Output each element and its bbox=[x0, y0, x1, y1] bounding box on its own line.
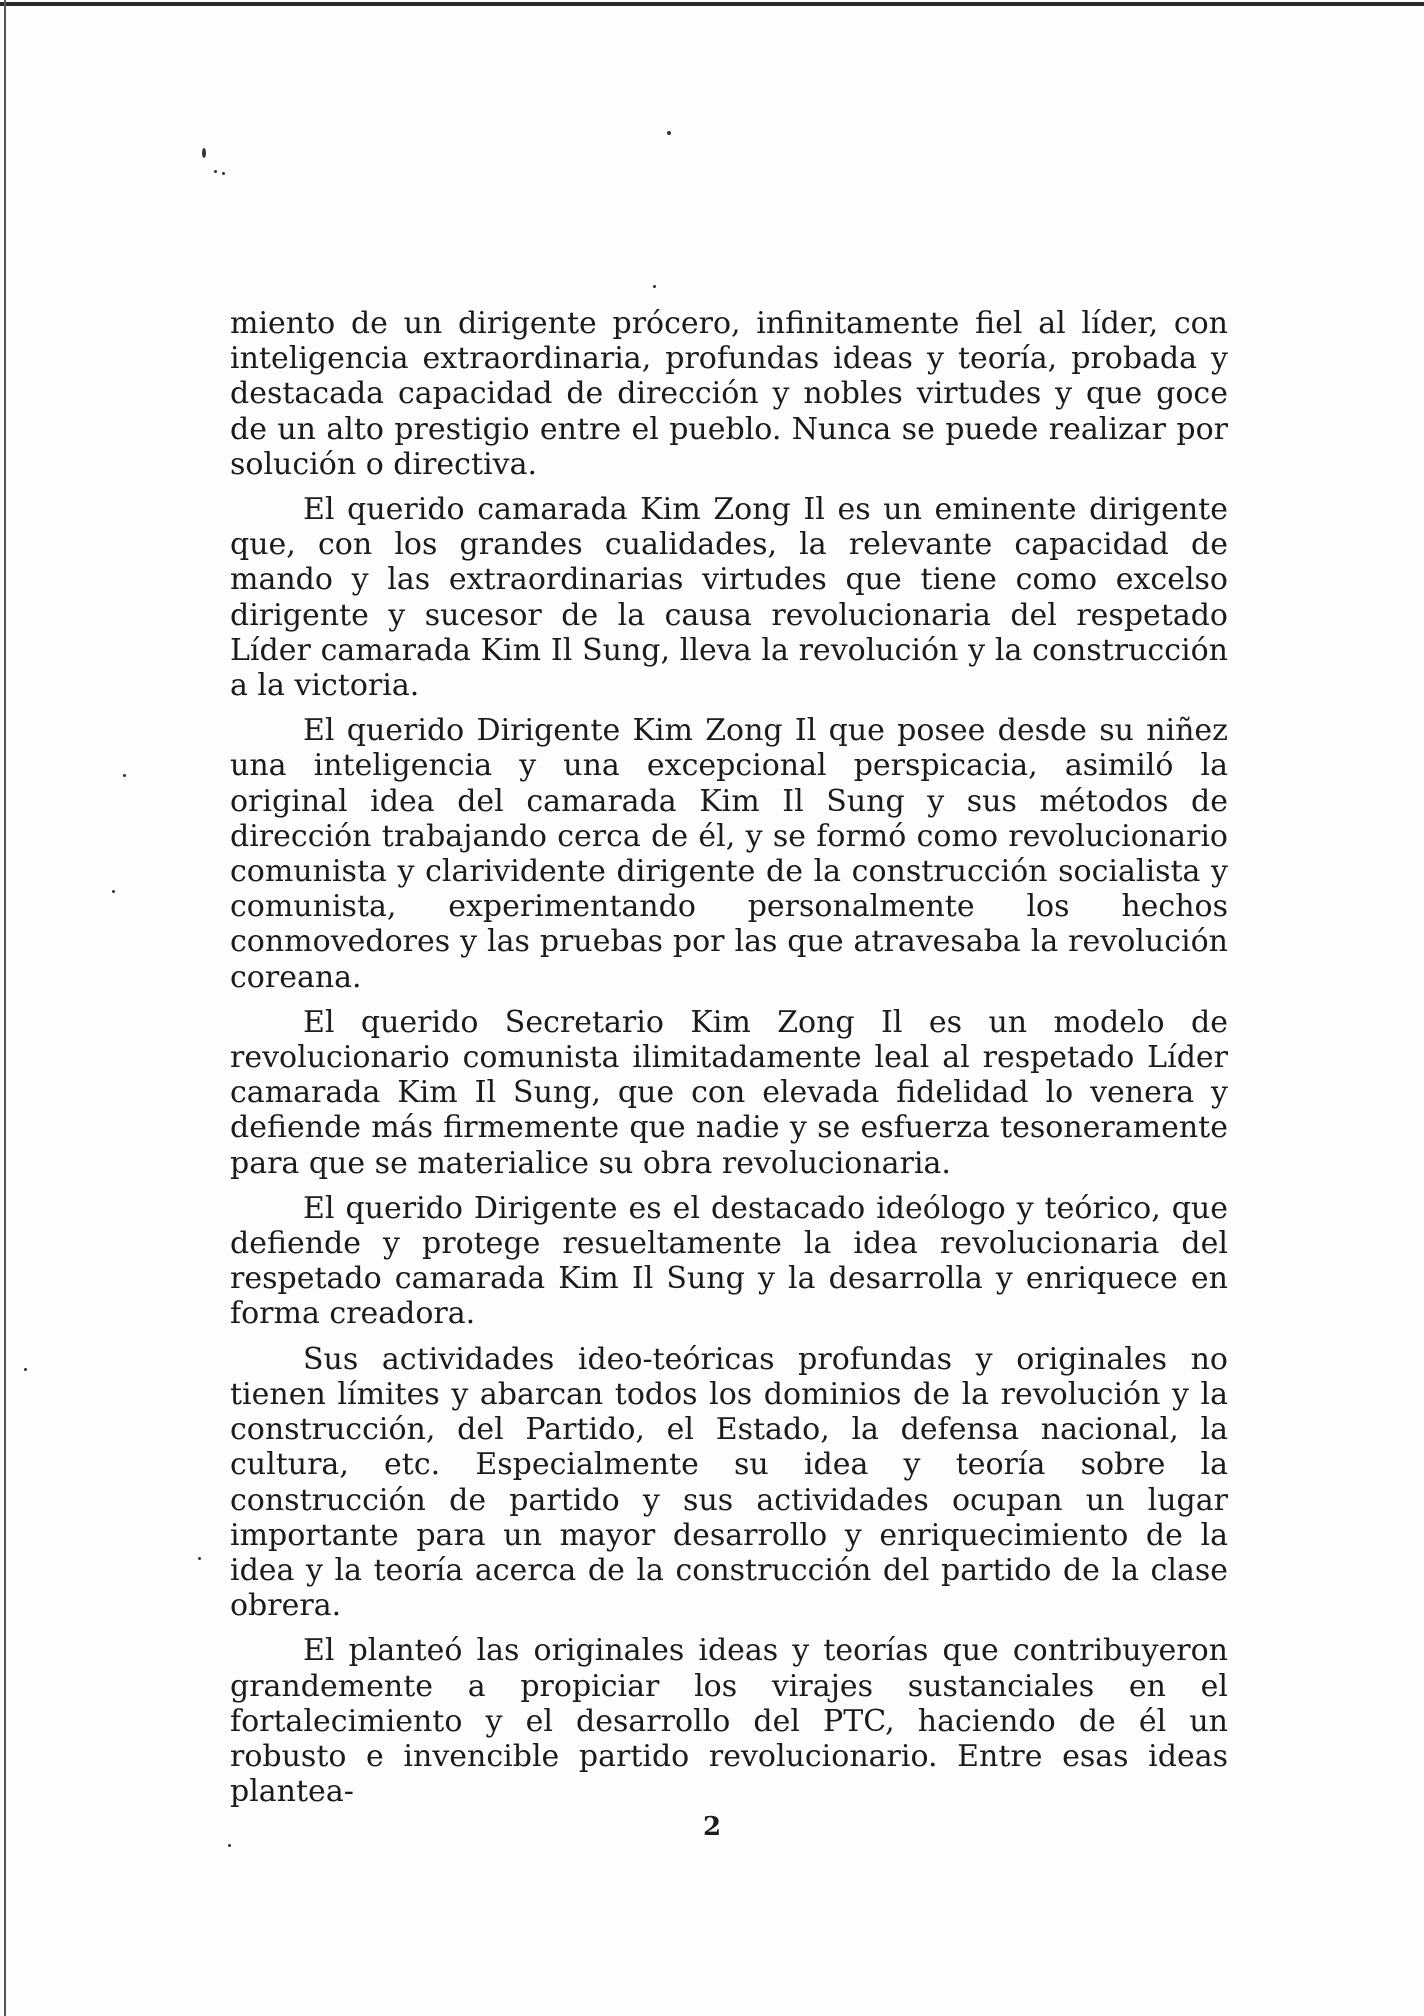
scan-left-edge bbox=[4, 0, 6, 2016]
paragraph: El querido Dirigente Kim Zong Il que posee desde su niñez una inteligencia y una excepcional perspicacia, asimiló la original idea del camarada Kim Il Sung y sus métodos de dirección trabajando cerca de él, y se formó como revolucionario comunista y clarividente dirigente de la construcción socialista y comunista, experimentando personalmente los hechos conmovedores y las pruebas por las que atravesaba la revolución coreana. bbox=[230, 713, 1228, 995]
scan-speck bbox=[198, 1557, 201, 1560]
scan-speck bbox=[202, 148, 206, 158]
page-number: 2 bbox=[702, 1812, 722, 1842]
scan-speck bbox=[123, 774, 126, 777]
body-text bbox=[230, 306, 1228, 1819]
paragraph: miento de un dirigente prócero, infinitamente fiel al líder, con inteligencia extraordinaria, profundas ideas y teoría, probada y destacada capacidad de dirección y nobles virtudes y que goce de un alto prestigio entre el pueblo. Nunca se puede realizar por solución o directiva. bbox=[230, 306, 1228, 482]
scan-speck bbox=[24, 1368, 27, 1371]
scan-speck bbox=[228, 1844, 231, 1847]
paragraph: El planteó las originales ideas y teorías que contribuyeron grandemente a propiciar los virajes sustanciales en el fortalecimiento y el desarrollo del PTC, haciendo de él un robusto e invencible partido revolucionario. Entre esas ideas plantea- bbox=[230, 1633, 1228, 1810]
paragraph: El querido Dirigente es el destacado ideólogo y teórico, que defiende y protege resueltamente la idea revolucionaria del respetado camarada Kim Il Sung y la desarrolla y enriquece en forma creadora. bbox=[230, 1190, 1228, 1332]
scan-speck bbox=[222, 172, 225, 175]
paragraph: Sus actividades ideo-teóricas profundas y originales no tienen límites y abarcan todos los dominios de la revolución y la construcción, del Partido, el Estado, la defensa nacional, la cultura, etc. Especialmente su idea y teoría sobre la construcción de partido y sus actividades ocupan un lugar importante para un mayor desarrollo y enriquecimiento de la idea y la teoría acerca de la construcción del partido de la clase obrera. bbox=[230, 1341, 1228, 1624]
scan-speck bbox=[667, 131, 671, 135]
scan-speck bbox=[653, 285, 656, 288]
scan-speck bbox=[112, 890, 115, 893]
scan-speck bbox=[214, 170, 217, 173]
paragraph: El querido camarada Kim Zong Il es un eminente dirigente que, con los grandes cualidades, la relevante capacidad de mando y las extraordinarias virtudes que tiene como excelso dirigente y sucesor de la causa revolucionaria del respetado Líder camarada Kim Il Sung, lleva la revolución y la construcción a la victoria. bbox=[230, 492, 1228, 704]
paragraph: El querido Secretario Kim Zong Il es un modelo de revolucionario comunista ilimitadamente leal al respetado Líder camarada Kim Il Sung, que con elevada fidelidad lo venera y defiende más firmemente que nadie y se esfuerza tesoneramente para que se materialice su obra revolucionaria. bbox=[230, 1004, 1228, 1181]
scan-top-edge bbox=[0, 2, 1424, 6]
